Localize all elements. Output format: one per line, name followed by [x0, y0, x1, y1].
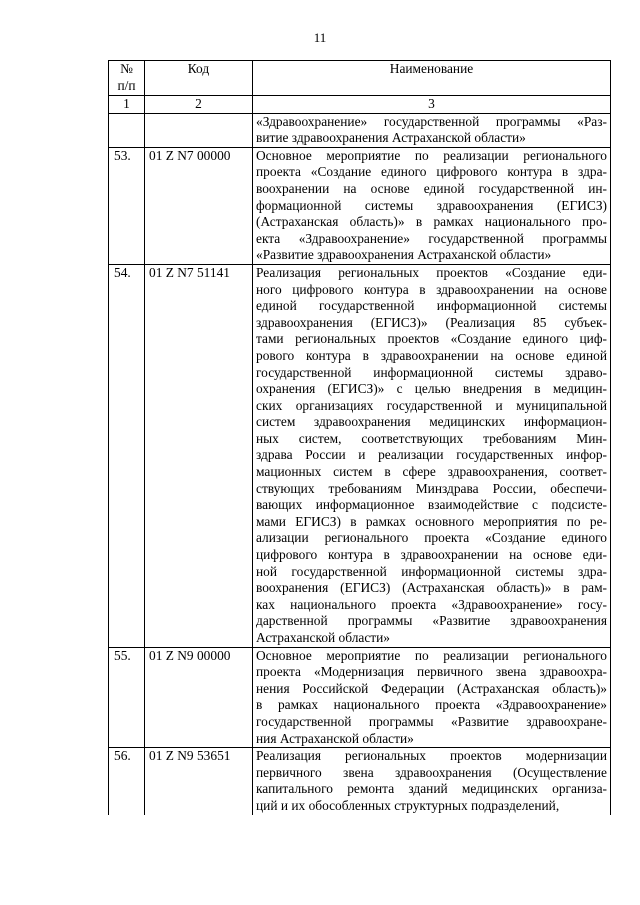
name-text-line: здрава России и реализации государственных инфор- — [256, 447, 607, 463]
row-name-cell — [253, 647, 611, 748]
name-text-line: ализации регионального проекта «Создание единого — [256, 530, 607, 546]
name-text-line: ских организациях государственной и муниципальной — [256, 397, 607, 413]
name-text-line: (Астраханская область)» в рамках национального про- — [256, 214, 607, 230]
name-text-line: здравоохранения (ЕГИСЗ)» (Реализация 85 субъек- — [256, 314, 607, 330]
row-name-cell — [253, 113, 611, 147]
row-name-cell — [253, 748, 611, 815]
name-text-line: цифрового контура в здравоохранении на основе еди- — [256, 547, 607, 563]
name-text-line: первичного звена здравоохранения (Осуществление — [256, 764, 607, 780]
row-code-cell: 01 Z N9 53651 — [145, 748, 253, 815]
name-text-line: витие здравоохранения Астраханской области» — [256, 130, 526, 146]
name-text-line: формационной системы здравоохранения (ЕГИСЗ) — [256, 197, 607, 213]
name-text-line: мами ЕГИСЗ) в рамках основного мероприятия по ре- — [256, 513, 607, 529]
name-text-line: мационных систем в сфере здравоохранения, соответ- — [256, 464, 607, 480]
name-text-line: рового контура в здравоохранении на основе единой — [256, 347, 607, 363]
column-number-3: 3 — [253, 96, 611, 114]
table-row — [109, 748, 611, 815]
name-text-line: ния Астраханской области» — [256, 730, 414, 746]
name-text-line: Основное мероприятие по реализации регионального — [256, 647, 607, 663]
name-text-line: «Здравоохранение» государственной программы «Раз- — [256, 113, 607, 129]
header-number-label: п/п — [117, 77, 136, 93]
name-text-line: в рамках национального проекта «Здравоохранение» — [256, 697, 607, 713]
name-text-line: ных систем, соответствующих требованиям Мин- — [256, 430, 607, 446]
name-text-line: систем здравоохранения медицинских информацион- — [256, 414, 607, 430]
name-text-line: «Развитие здравоохранения Астраханской области» — [256, 247, 552, 263]
column-number-1: 1 — [109, 96, 145, 114]
name-text-line: проекта «Создание единого цифрового контура в здра- — [256, 164, 607, 180]
name-text-line: государственной программы «Развитие здравоохране- — [256, 713, 607, 729]
name-text-line: охранения (ЕГИСЗ)» с целью внедрения в медицин- — [256, 381, 607, 397]
page-number: 11 — [313, 30, 327, 45]
name-text-line: воохранении на основе единой государственной ин- — [256, 180, 607, 196]
header-name-cell: Наименование — [253, 61, 611, 96]
column-number-row — [109, 96, 611, 114]
name-text-line: Основное мероприятие по реализации регионального — [256, 147, 607, 163]
table-row — [109, 264, 611, 647]
name-text-line: дарственной программы «Развитие здравоохранения — [256, 613, 607, 629]
name-text-line: нения Российской Федерации (Астраханская область)» — [256, 680, 607, 696]
row-name-cell — [253, 147, 611, 264]
table-row — [109, 113, 611, 147]
name-text-line: Астраханской области» — [256, 630, 390, 645]
name-text-line: Реализация региональных проектов «Создание еди- — [256, 264, 607, 280]
row-name-cell — [253, 264, 611, 647]
budget-classification-table — [108, 60, 611, 815]
header-number-cell — [109, 61, 145, 96]
row-code-cell: 01 Z N9 00000 — [145, 647, 253, 748]
row-number-cell: 55. — [109, 647, 145, 748]
row-number-cell: 54. — [109, 264, 145, 647]
name-text-line: Реализация региональных проектов модернизации — [256, 748, 607, 764]
name-text-line: ках национального проекта «Здравоохранение» госу- — [256, 596, 607, 612]
header-number-symbol: № — [120, 61, 133, 76]
name-text-line: единой государственной информационной системы — [256, 298, 607, 314]
table-row — [109, 647, 611, 748]
name-text-line: екта «Здравоохранение» государственной программы — [256, 230, 607, 246]
row-code-cell — [145, 113, 253, 147]
name-text-line: ций и их обособленных структурных подразделений, — [256, 797, 560, 813]
name-text-line: вающих информационное взаимодействие с подсисте- — [256, 497, 607, 513]
row-code-cell: 01 Z N7 51141 — [145, 264, 253, 647]
name-text-line: государственной информационной системы здраво- — [256, 364, 607, 380]
name-text-line: воохранения (ЕГИСЗ) (Астраханская область)» в рам- — [256, 580, 607, 596]
name-text-line: ного цифрового контура в здравоохранении на основе — [256, 281, 607, 297]
name-text-line: тами региональных проектов «Создание единого циф- — [256, 331, 607, 347]
name-text-line: капитального ремонта зданий медицинских организа- — [256, 781, 607, 797]
table-row — [109, 147, 611, 264]
name-text-line: ной государственной информационной системы здра- — [256, 563, 607, 579]
row-number-cell: 53. — [109, 147, 145, 264]
table-header-row — [109, 61, 611, 96]
name-text-line: проекта «Модернизация первичного звена здравоохра- — [256, 664, 607, 680]
row-code-cell: 01 Z N7 00000 — [145, 147, 253, 264]
row-number-cell — [109, 113, 145, 147]
name-text-line: ствующих требованиям Минздрава России, обеспечи- — [256, 480, 607, 496]
header-code-cell: Код — [145, 61, 253, 96]
column-number-2: 2 — [145, 96, 253, 114]
row-number-cell: 56. — [109, 748, 145, 815]
